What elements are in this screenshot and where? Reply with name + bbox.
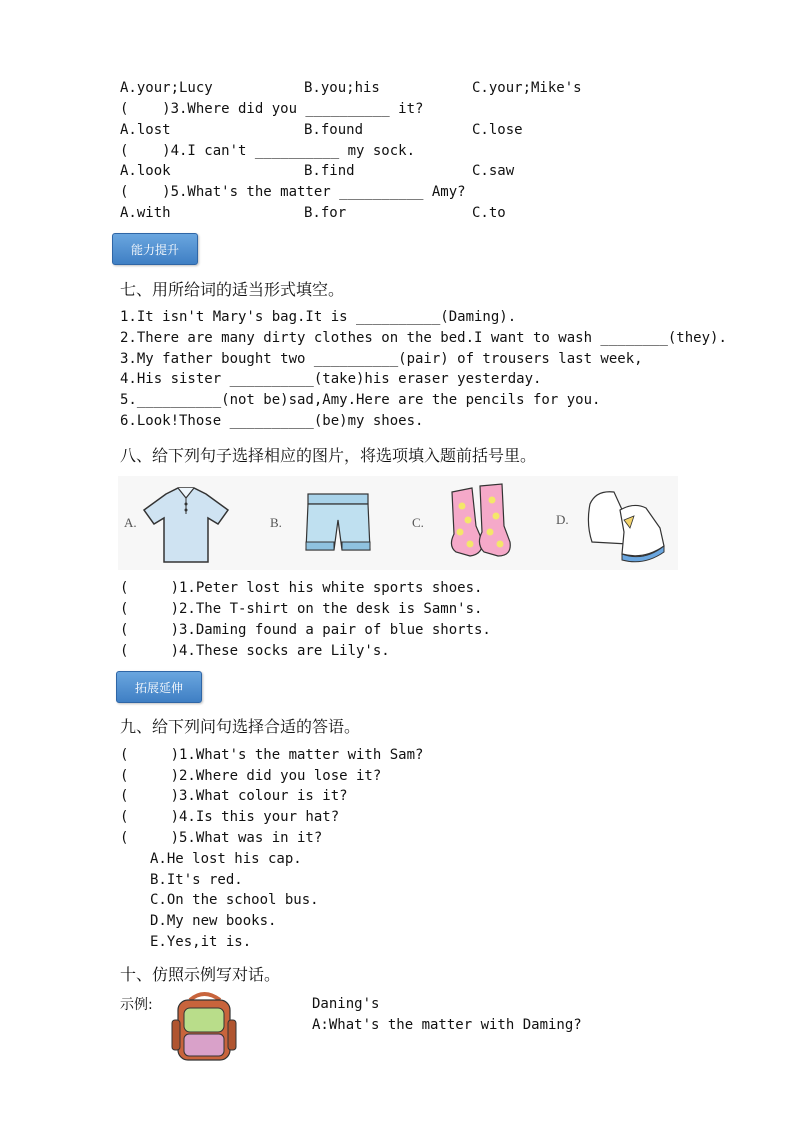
s8-item-1: ( )1.Peter lost his white sports shoes. <box>120 580 483 596</box>
example-label: 示例: <box>120 997 153 1013</box>
s7-item-2: 2.There are many dirty clothes on the bed.I want to wash ________(they). <box>120 330 727 346</box>
s9-question-4: ( )4.Is this your hat? <box>120 809 340 825</box>
q5-option-b: B.for <box>304 205 347 221</box>
q2-option-a: A.your;Lucy <box>120 80 213 96</box>
s9-answer-b: B.It's red. <box>150 872 243 888</box>
s7-item-5: 5.__________(not be)sad,Amy.Here are the pencils for you. <box>120 392 601 408</box>
q2-option-b: B.you;his <box>304 80 380 96</box>
picture-label-b: B. <box>270 515 282 530</box>
shorts-icon <box>302 490 374 558</box>
q4-option-c: C.saw <box>472 163 515 179</box>
s9-question-5: ( )5.What was in it? <box>120 830 323 846</box>
s7-item-1: 1.It isn't Mary's bag.It is __________(Daming). <box>120 309 517 325</box>
question-3: ( )3.Where did you __________ it? <box>120 101 424 117</box>
section10-title: 十、仿照示例写对话。 <box>120 965 281 984</box>
s9-answer-d: D.My new books. <box>150 913 277 929</box>
s7-item-4: 4.His sister __________(take)his eraser yesterday. <box>120 371 542 387</box>
q4-option-a: A.look <box>120 163 171 179</box>
s9-question-2: ( )2.Where did you lose it? <box>120 768 382 784</box>
s9-question-3: ( )3.What colour is it? <box>120 788 348 804</box>
s7-item-6: 6.Look!Those __________(be)my shoes. <box>120 413 424 429</box>
s8-item-3: ( )3.Daming found a pair of blue shorts. <box>120 622 491 638</box>
question-4: ( )4.I can't __________ my sock. <box>120 143 416 159</box>
s8-item-4: ( )4.These socks are Lily's. <box>120 643 390 659</box>
s9-answer-c: C.On the school bus. <box>150 892 319 908</box>
q3-option-c: C.lose <box>472 122 523 138</box>
ability-badge: 能力提升 <box>112 233 198 265</box>
s9-question-1: ( )1.What's the matter with Sam? <box>120 747 424 763</box>
picture-label-a: A. <box>124 515 137 530</box>
q3-option-b: B.found <box>304 122 364 138</box>
s9-answer-e: E.Yes,it is. <box>150 934 252 950</box>
owner-text: Daning's <box>312 996 380 1012</box>
tshirt-icon <box>138 484 234 566</box>
extension-badge: 拓展延伸 <box>116 671 202 703</box>
dialogue-a: A:What's the matter with Daming? <box>312 1017 582 1033</box>
section9-title: 九、给下列问句选择合适的答语。 <box>120 717 361 736</box>
q3-option-a: A.lost <box>120 122 171 138</box>
question-5: ( )5.What's the matter __________ Amy? <box>120 184 466 200</box>
sports-shoes-icon <box>584 484 668 564</box>
picture-label-c: C. <box>412 515 424 530</box>
s8-item-2: ( )2.The T-shirt on the desk is Samn's. <box>120 601 483 617</box>
socks-icon <box>442 482 522 564</box>
section8-title: 八、给下列句子选择相应的图片，将选项填入题前括号里。 <box>120 446 537 465</box>
picture-label-d: D. <box>556 512 569 527</box>
q4-option-b: B.find <box>304 163 355 179</box>
q5-option-c: C.to <box>472 205 506 221</box>
s7-item-3: 3.My father bought two __________(pair) of trousers last week, <box>120 351 643 367</box>
section7-title: 七、用所给词的适当形式填空。 <box>120 280 345 299</box>
backpack-icon <box>164 990 244 1064</box>
q2-option-c: C.your;Mike's <box>472 80 582 96</box>
q5-option-a: A.with <box>120 205 171 221</box>
s9-answer-a: A.He lost his cap. <box>150 851 302 867</box>
